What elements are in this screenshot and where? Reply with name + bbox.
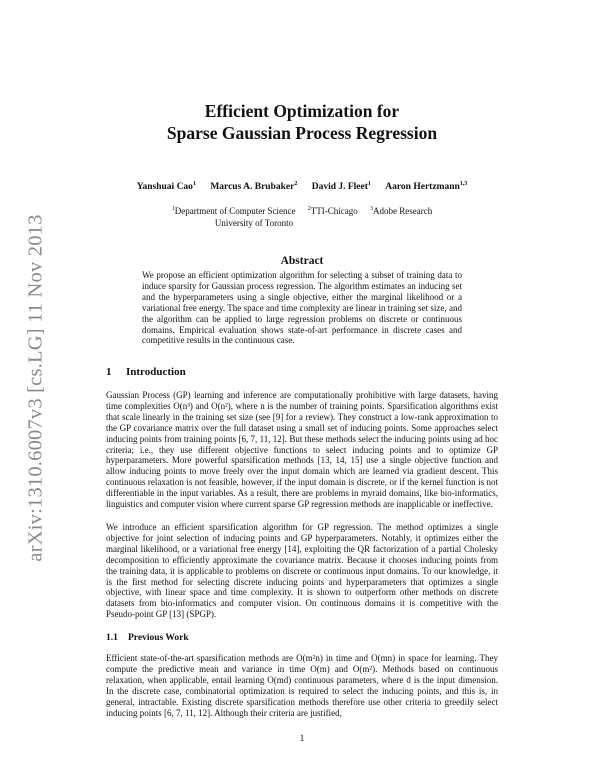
affiliation: $^2$TTI-Chicago <box>307 206 358 216</box>
page-number: 1 <box>299 734 305 744</box>
paper-title <box>106 100 498 144</box>
section-heading: 1 Introduction <box>106 366 186 378</box>
paragraph: Gaussian Process (GP) learning and inference are computationally prohibitive with large datasets, having time complexities O(n³) and O(n²), where n is the number of training points. Sparsification algorithms exist that scale linearly in the training set size (see [9] for a review). They construct a low-rank approximation to the GP covariance matrix over the full dataset using a small set of inducing points. Some approaches select inducing points from training points [6, 7, 11, 12]. But these methods select the inducing points using ad hoc criteria; i.e., they use different objective functions to select inducing points and to optimize GP hyperparameters. More powerful sparsification methods [13, 14, 15] use a single objective function and allow inducing points to move freely over the input domain which are learned via gradient descent. This continuous relaxation is not feasible, however, if the input domain is discrete, or if the kernel function is not differentiable in the input variables. As a result, there are problems in myraid domains, like bio-informatics, linguistics and computer vision where current sparse GP regression methods are inapplicable or ineffective. <box>106 390 498 510</box>
author: Marcus A. Brubaker$^2$ <box>210 180 298 192</box>
author: David J. Fleet$^1$ <box>311 180 371 192</box>
paragraph: Efficient state-of-the-art sparsification methods are O(m²n) in time and O(mn) in space for learning. They compute the predictive mean and variance in time O(m) and O(m²). Methods based on continuous relaxation, when applicable, entail learning O(md) continuous parameters, where d is the input dimension. In the discrete case, combinatorial optimization is required to select the inducing points, and this is, in general, intractable. Existing discrete sparsification methods therefore use other criteria to greedily select inducing points [6, 7, 11, 12]. Although their criteria are justified, <box>106 653 498 718</box>
author: Aaron Hertzmann$^{1,3}$ <box>385 180 468 192</box>
paragraph: We introduce an efficient sparsification algorithm for GP regression. The method optimizes a single objective for joint selection of inducing points and GP hyperparameters. Notably, it optimizes either the marginal likelihood, or a variational free energy [14], exploiting the QR factorization of a partial Cholesky decomposition to efficiently approximate the covariance matrix. Because it chooses inducing points from the training data, it is applicable to problems on discrete or continuous input domains. To our knowledge, it is the first method for selecting discrete inducing points and hyperparameters that optimizes a single objective, with linear space and time complexity. It is shown to outperform other methods on discrete datasets from bio-informatics and computer vision. On continuous domains it is competitive with the Pseudo-point GP [13] (SPGP). <box>106 522 498 620</box>
title-line-1: Efficient Optimization for <box>204 101 400 121</box>
abstract-heading: Abstract <box>280 255 324 267</box>
arxiv-identifier-text: arXiv:1310.6007v3 [cs.LG] 11 Nov 2013 <box>24 214 47 562</box>
affiliations <box>106 206 498 229</box>
title-line-2: Sparse Gaussian Process Regression <box>166 123 438 143</box>
subsection-heading: 1.1 Previous Work <box>106 633 189 643</box>
abstract-text: We propose an efficient optimization algorithm for selecting a subset of training data to induce sparsity for Gaussian process regression. The algorithm estimates an inducing set and the hyperparameters using a single objective, either the marginal likelihood or a variational free energy. The space and time complexity are linear in training set size, and the algorithm can be applied to large regression problems on discrete or continuous domains. Empirical evaluation shows state-of-art performance in discrete cases and competitive results in the continuous case. <box>142 270 462 346</box>
arxiv-identifier <box>6 208 66 568</box>
affiliation-university: University of Toronto <box>214 217 294 228</box>
author-list <box>106 182 498 192</box>
affiliation: $^1$Department of Computer Science <box>171 206 296 216</box>
author: Yanshuai Cao$^1$ <box>136 180 196 192</box>
affiliation: $^3$Adobe Research <box>369 206 433 216</box>
